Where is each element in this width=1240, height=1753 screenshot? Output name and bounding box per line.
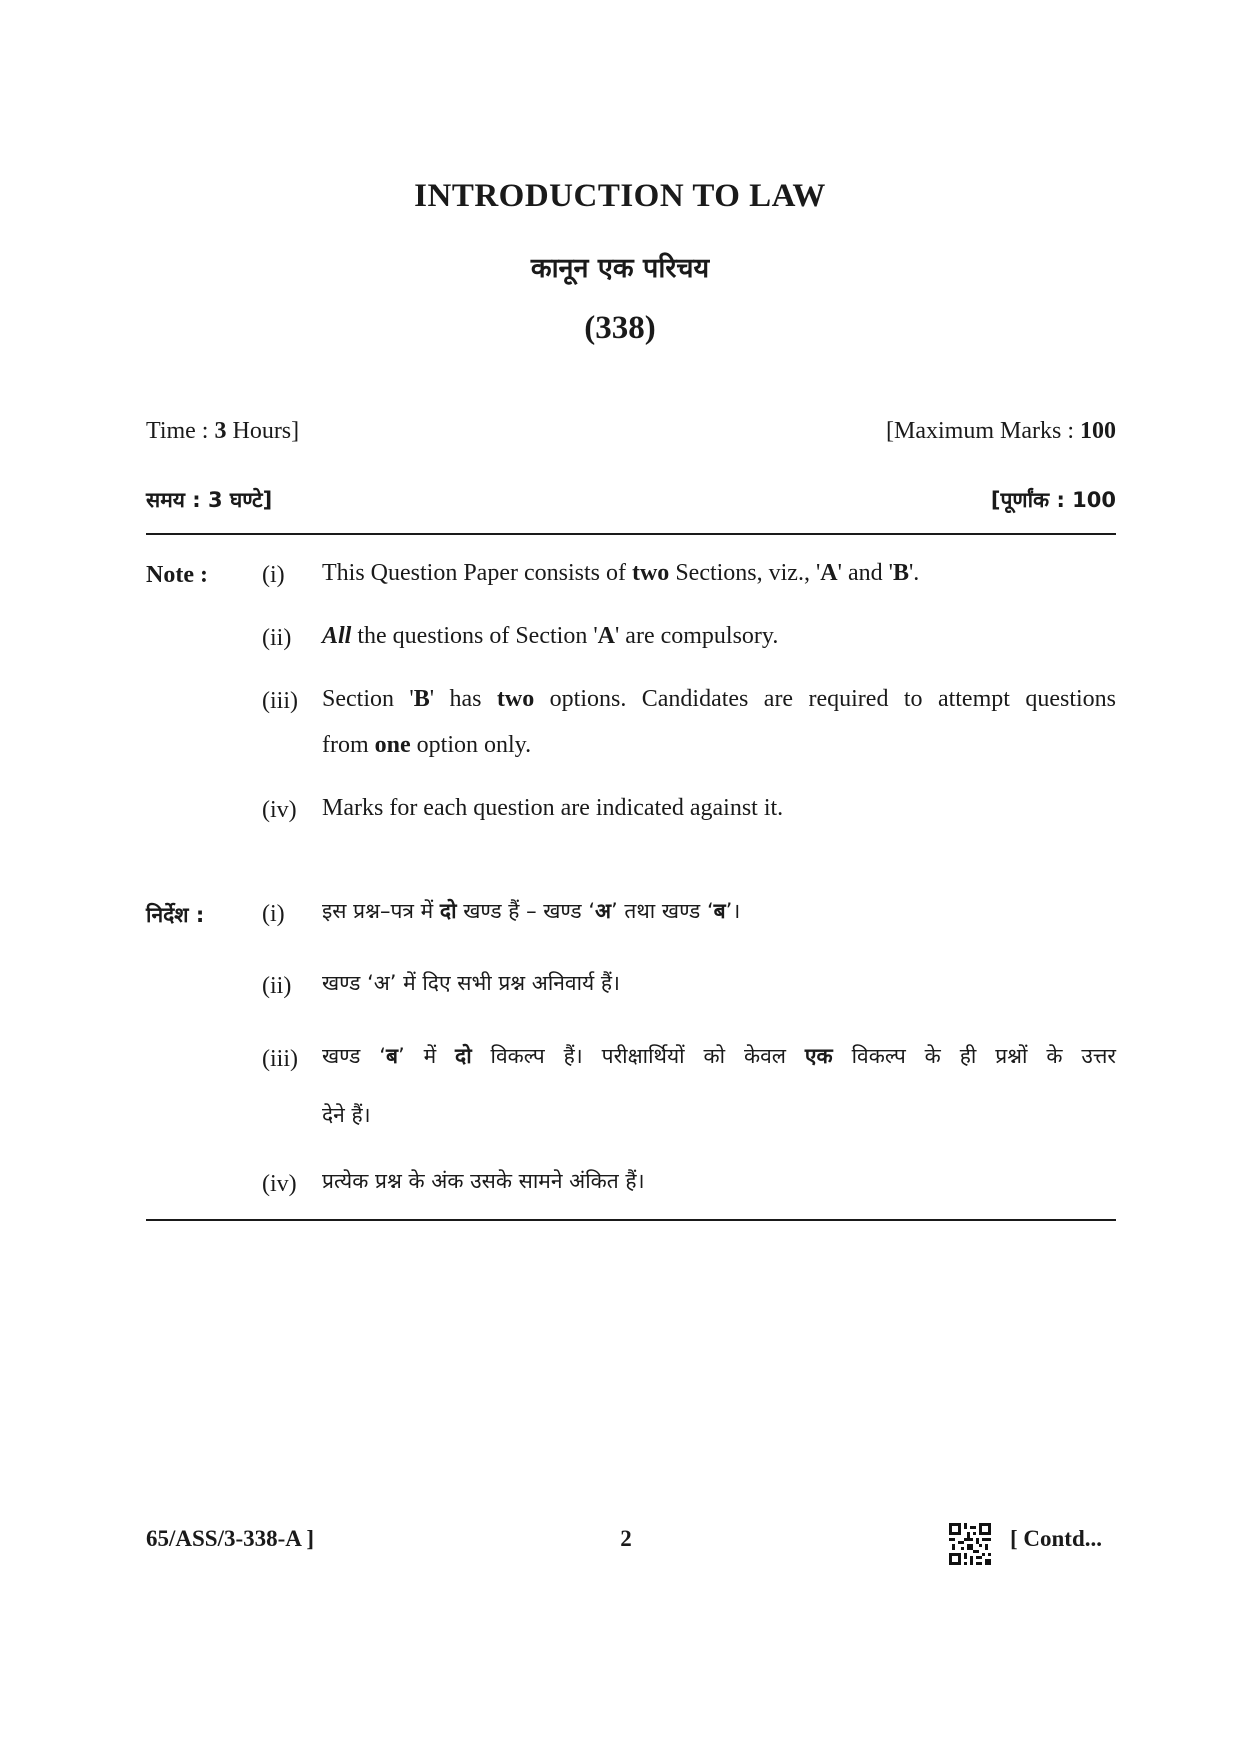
note-hindi-item-2: खण्ड ‘अ’ में दिए सभी प्रश्न अनिवार्य हैं। [322, 971, 621, 995]
note-hindi-item-3-line-2: देने हैं। [322, 1103, 371, 1127]
note-hindi-item-3-line-1: खण्ड ‘ब’ में दो विकल्प हैं। परीक्षार्थियों को केवल एक विकल्प के ही प्रश्नों के उत्तर [322, 1044, 1116, 1068]
note-item-3-line-2: from one option only. [322, 732, 532, 758]
note-item-2: All the questions of Section 'A' are compulsory. [322, 623, 779, 649]
note-label-hindi: निर्देश : [146, 903, 205, 927]
note-hindi-item-4: प्रत्येक प्रश्न के अंक उसके सामने अंकित हैं। [322, 1169, 645, 1193]
note-item-4-num: (iv) [262, 797, 297, 823]
footer-page-number: 2 [620, 1526, 632, 1551]
divider-bottom [146, 1219, 1116, 1221]
note-item-1-num: (i) [262, 562, 285, 588]
note-hindi-item-1: इस प्रश्न–पत्र में दो खण्ड हैं – खण्ड ‘अ’ तथा खण्ड ‘ब’। [322, 899, 741, 923]
time-label-hindi: समय : 3 घण्टे] [146, 488, 273, 512]
max-marks-label-hindi: [पूर्णांक : 100 [990, 488, 1116, 512]
max-marks-label: [Maximum Marks : 100 [886, 418, 1116, 444]
note-hindi-item-3-num: (iii) [262, 1046, 298, 1072]
note-item-1: This Question Paper consists of two Sections, viz., 'A' and 'B'. [322, 560, 920, 586]
subject-code: (338) [584, 310, 656, 346]
note-item-3-line-1: Section 'B' has two options. Candidates are required to attempt questions [322, 686, 1117, 712]
paper-title-hindi: कानून एक परिचय [530, 253, 710, 284]
note-label: Note : [146, 562, 208, 588]
paper-title: INTRODUCTION TO LAW [414, 178, 826, 214]
note-item-3-num: (iii) [262, 688, 298, 714]
footer-paper-code: 65/ASS/3-338-A ] [146, 1526, 315, 1551]
divider-top [146, 533, 1116, 535]
time-label: Time : 3 Hours] [146, 418, 300, 444]
note-hindi-item-4-num: (iv) [262, 1171, 297, 1197]
note-item-4: Marks for each question are indicated against it. [322, 795, 784, 821]
note-item-2-num: (ii) [262, 625, 292, 651]
footer-contd: [ Contd... [1010, 1526, 1103, 1551]
qr-code-icon [949, 1523, 991, 1565]
note-hindi-item-2-num: (ii) [262, 973, 292, 999]
note-hindi-item-1-num: (i) [262, 901, 285, 927]
